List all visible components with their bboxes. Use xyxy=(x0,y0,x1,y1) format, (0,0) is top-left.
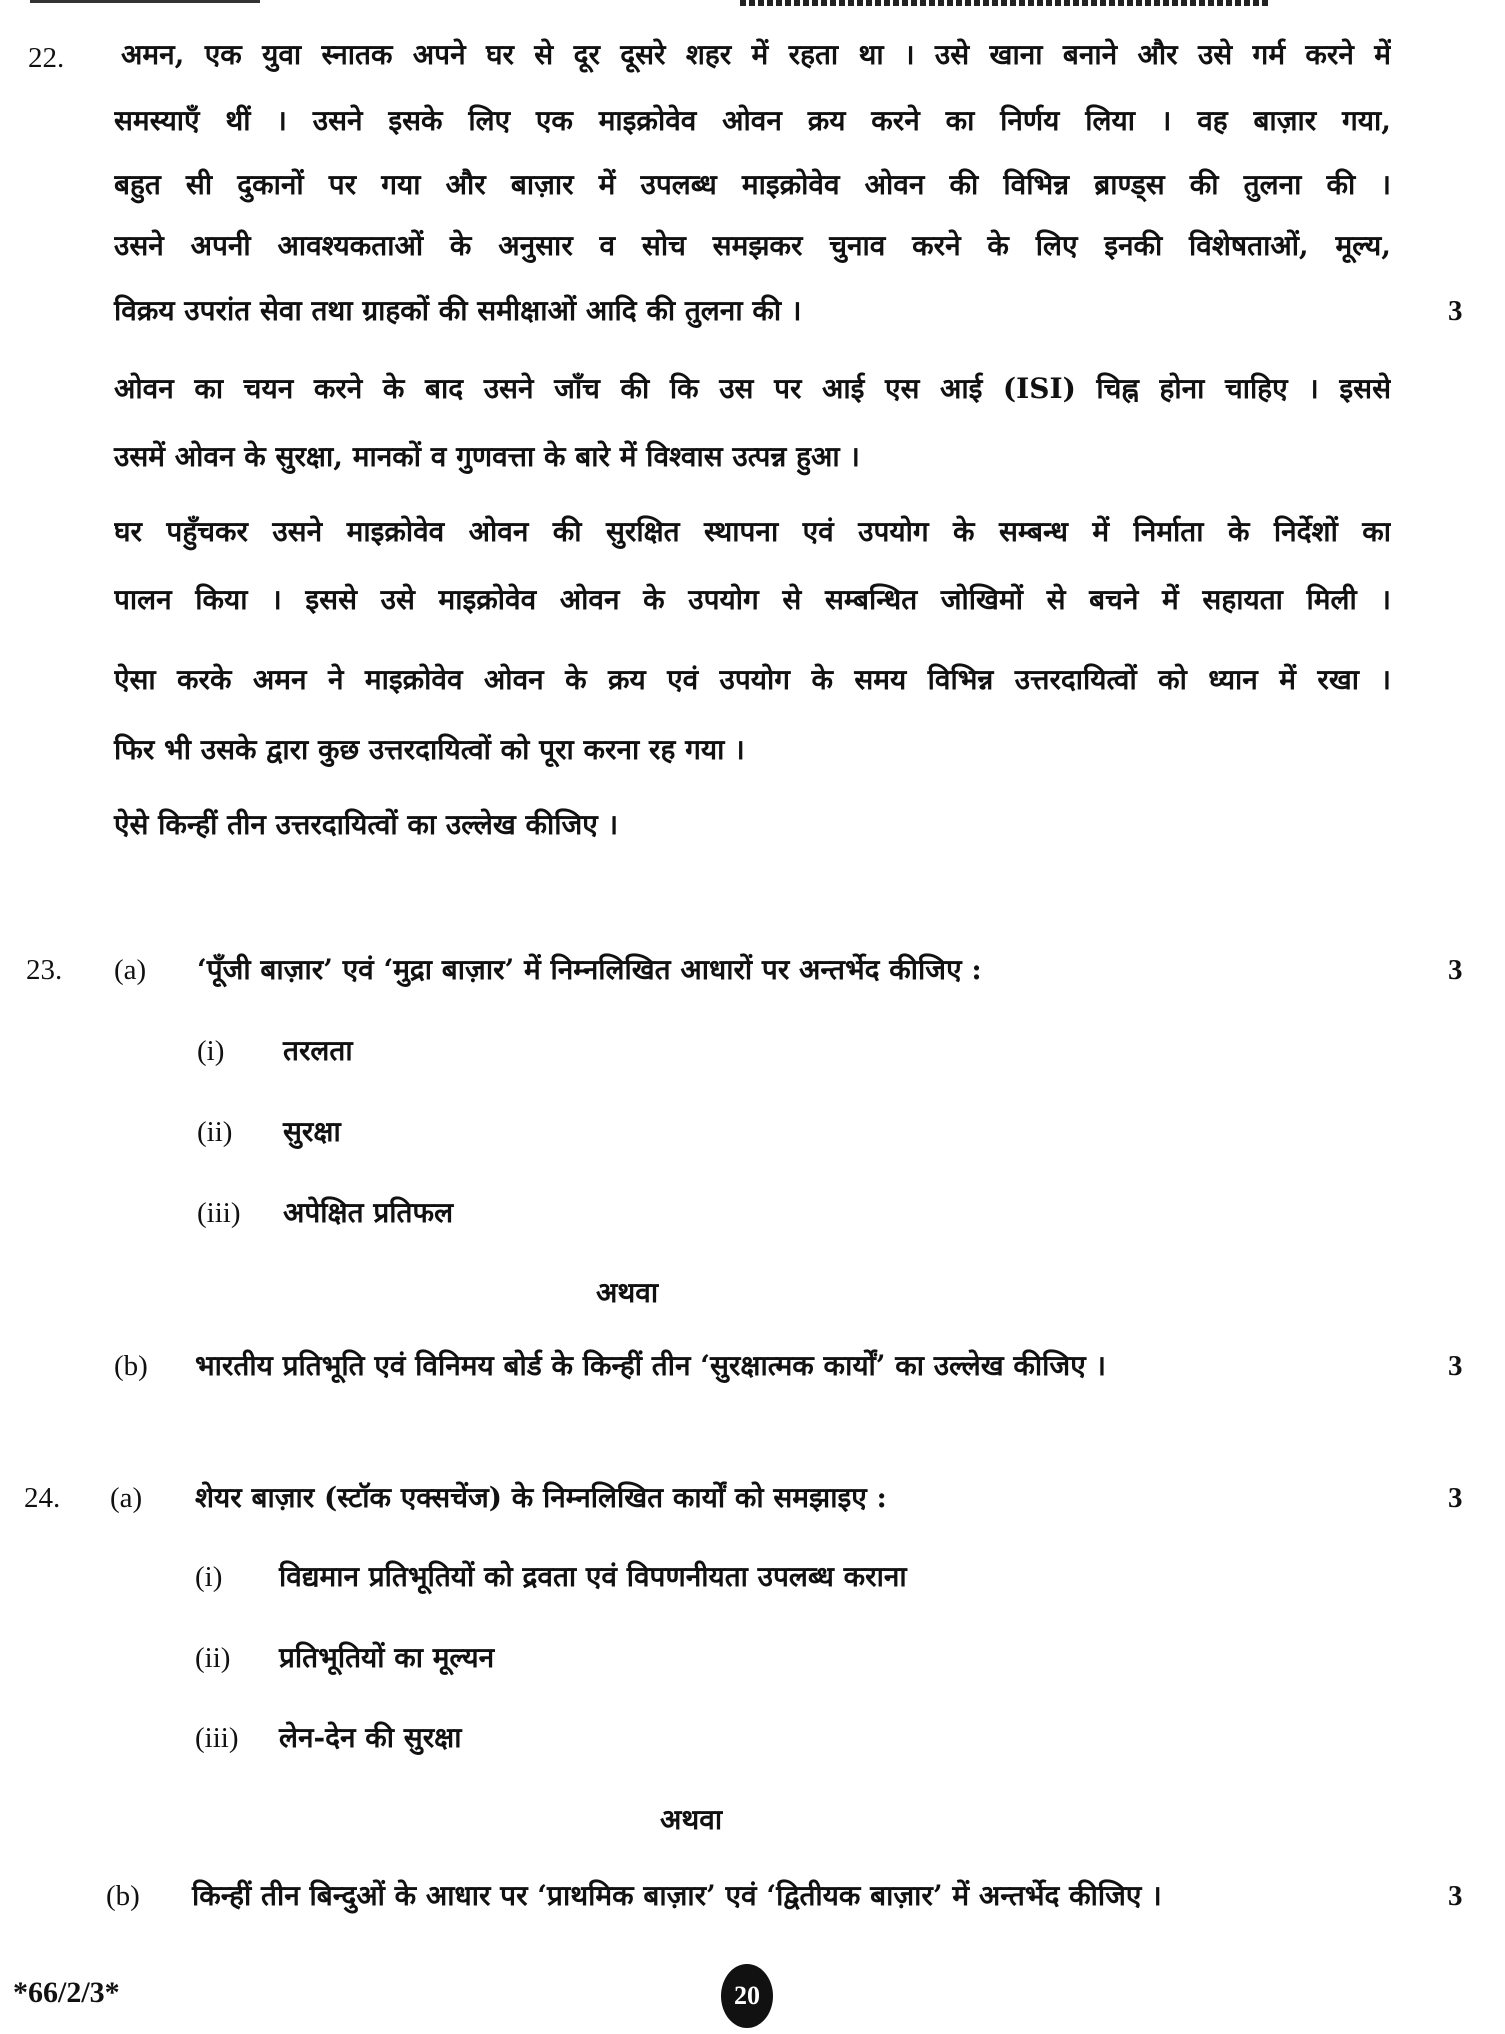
q23a-label: (a) xyxy=(114,954,147,986)
q22-line: पालन किया । इससे उसे माइक्रोवेव ओवन के उपयोग से सम्बन्धित जोखिमों से बचने में सहायता मिली । xyxy=(114,583,1391,616)
q22-number: 22. xyxy=(28,42,65,74)
q22-line: समस्याएँ थीं । उसने इसके लिए एक माइक्रोवेव ओवन क्रय करने का निर्णय लिया । वह बाज़ार गया, xyxy=(114,104,1391,137)
q22-line: विक्रय उपरांत सेवा तथा ग्राहकों की समीक्षाओं आदि की तुलना की । xyxy=(114,294,802,327)
paper-code: *66/2/3* xyxy=(13,1976,120,2009)
q22-line: अमन, एक युवा स्नातक अपने घर से दूर दूसरे शहर में रहता था । उसे खाना बनाने और उसे गर्म करने में xyxy=(121,38,1391,71)
q23-item-label: (iii) xyxy=(197,1197,241,1229)
q22-line: ऐसा करके अमन ने माइक्रोवेव ओवन के क्रय एवं उपयोग के समय विभिन्न उत्तरदायित्वों को ध्यान में रखा । xyxy=(114,663,1391,696)
q22-line: ऐसे किन्हीं तीन उत्तरदायित्वों का उल्लेख कीजिए । xyxy=(114,808,619,841)
q24-item-text: प्रतिभूतियों का मूल्यन xyxy=(279,1641,495,1674)
q23-item-text: तरलता xyxy=(283,1034,353,1067)
q22-line: उसमें ओवन के सुरक्षा, मानकों व गुणवत्ता के बारे में विश्वास उत्पन्न हुआ । xyxy=(114,440,860,473)
q24-item-label: (ii) xyxy=(195,1642,231,1674)
q24-number: 24. xyxy=(24,1482,61,1514)
q24b-text: किन्हीं तीन बिन्दुओं के आधार पर ‘प्राथमिक बाज़ार’ एवं ‘द्वितीयक बाज़ार’ में अन्तर्भेद कीजिए । xyxy=(192,1879,1162,1912)
q24-item-text: लेन-देन की सुरक्षा xyxy=(279,1721,462,1754)
q22-line: घर पहुँचकर उसने माइक्रोवेव ओवन की सुरक्षित स्थापना एवं उपयोग के सम्बन्ध में निर्माता के निर्देशों का xyxy=(114,515,1391,548)
q23-or: अथवा xyxy=(596,1276,659,1309)
q23-item-label: (ii) xyxy=(197,1116,233,1148)
header-rule xyxy=(30,0,260,3)
q22-line: बहुत सी दुकानों पर गया और बाज़ार में उपलब्ध माइक्रोवेव ओवन की विभिन्न ब्राण्ड्स की तुलना की । xyxy=(114,168,1391,201)
q24-item-text: विद्यमान प्रतिभूतियों को द्रवता एवं विपणनीयता उपलब्ध कराना xyxy=(279,1560,907,1593)
q24a-marks: 3 xyxy=(1448,1482,1463,1514)
header-barcode-strip xyxy=(740,0,1270,6)
q24b-label: (b) xyxy=(106,1880,140,1912)
q23-number: 23. xyxy=(26,954,63,986)
page-number: 20 xyxy=(721,1964,773,2028)
q24b-marks: 3 xyxy=(1448,1880,1463,1912)
q24a-text: शेयर बाज़ार (स्टॉक एक्सचेंज) के निम्नलिखित कार्यों को समझाइए : xyxy=(195,1481,887,1514)
q22-line: ओवन का चयन करने के बाद उसने जाँच की कि उस पर आई एस आई (ISI) चिह्न होना चाहिए । इससे xyxy=(114,372,1391,405)
q24-or: अथवा xyxy=(660,1803,723,1836)
q23-item-text: अपेक्षित प्रतिफल xyxy=(283,1196,454,1229)
q23b-text: भारतीय प्रतिभूति एवं विनिमय बोर्ड के किन्हीं तीन ‘सुरक्षात्मक कार्यों’ का उल्लेख कीजिए । xyxy=(195,1349,1107,1382)
q22-line: उसने अपनी आवश्यकताओं के अनुसार व सोच समझकर चुनाव करने के लिए इनकी विशेषताओं, मूल्य, xyxy=(114,229,1391,262)
q24-item-label: (i) xyxy=(195,1561,223,1593)
q23b-marks: 3 xyxy=(1448,1350,1463,1382)
q23-item-text: सुरक्षा xyxy=(283,1115,341,1148)
q23a-text: ‘पूँजी बाज़ार’ एवं ‘मुद्रा बाज़ार’ में निम्नलिखित आधारों पर अन्तर्भेद कीजिए : xyxy=(197,953,982,986)
q24a-label: (a) xyxy=(110,1482,143,1514)
q23a-marks: 3 xyxy=(1448,954,1463,986)
q22-marks: 3 xyxy=(1448,295,1463,327)
q24-item-label: (iii) xyxy=(195,1722,239,1754)
q23b-label: (b) xyxy=(114,1350,148,1382)
q22-line: फिर भी उसके द्वारा कुछ उत्तरदायित्वों को पूरा करना रह गया । xyxy=(114,733,745,766)
q23-item-label: (i) xyxy=(197,1035,225,1067)
